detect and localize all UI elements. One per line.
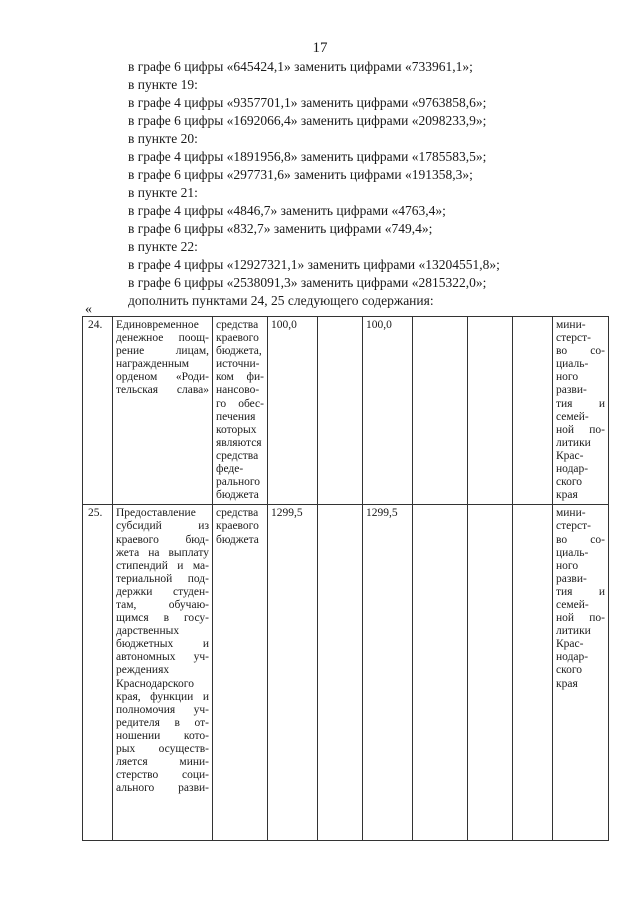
cell-line: циаль- (556, 546, 589, 559)
cell-line: ком фи- (216, 371, 264, 384)
cell-line: ного (556, 559, 579, 572)
cell-line: орденом «Роди- (116, 371, 209, 384)
cell-line: го обес- (216, 397, 264, 410)
cell-line: там, обучаю- (116, 598, 209, 611)
text-line: в графе 4 цифры «12927321,1» заменить цифрами «13204551,8»; (128, 257, 500, 272)
cell-line: разви- (556, 572, 587, 585)
cell-line: реждениях (116, 664, 170, 677)
cell-line: литики (556, 625, 591, 638)
text-line: в пункте 22: (128, 239, 198, 254)
cell-line: Краснодарского (116, 677, 194, 690)
cell-line: семей- (556, 598, 589, 611)
row-col5 (318, 505, 363, 841)
cell-line: рение лицам, (116, 345, 209, 358)
row-name (113, 317, 213, 505)
cell-line: рых осуществ- (116, 743, 209, 755)
cell-line: края (556, 677, 578, 690)
row-col4: 100,0 (268, 317, 318, 505)
text-line: в графе 6 цифры «2538091,3» заменить цифрами «2815322,0»; (128, 275, 487, 290)
cell-line: стерст- (556, 332, 591, 345)
cell-line: ношении кото- (116, 729, 209, 742)
cell-line: средства (216, 449, 259, 462)
cell-line: Крас- (556, 449, 584, 462)
row-col8 (468, 317, 513, 505)
cell-line: тия и (556, 585, 605, 598)
cell-line: мини- (556, 507, 586, 520)
cell-line: териальной под- (116, 572, 209, 585)
cell-line: бюджетных и (116, 638, 209, 651)
text-line: в графе 6 цифры «297731,6» заменить цифрами «191358,3»; (128, 167, 473, 182)
row-source (213, 505, 268, 841)
cell-line: бюджета (216, 489, 259, 502)
cell-line: ского (556, 664, 583, 677)
table-row (83, 317, 609, 505)
row-col6: 1299,5 (363, 505, 413, 841)
row-col8 (468, 505, 513, 841)
cell-line: краевого (216, 520, 259, 533)
cell-line: держки студен- (116, 585, 209, 598)
text-line: в графе 4 цифры «1891956,8» заменить цифрами «1785583,5»; (128, 149, 487, 164)
text-line: в графе 6 цифры «832,7» заменить цифрами «749,4»; (128, 221, 433, 236)
cell-line: литики (556, 436, 591, 449)
text-line: в пункте 20: (128, 131, 198, 146)
cell-line: края (556, 489, 578, 502)
row-col4: 1299,5 (268, 505, 318, 841)
text-line: в графе 4 цифры «4846,7» заменить цифрами «4763,4»; (128, 203, 446, 218)
cell-line: которых (216, 423, 257, 436)
cell-line: денежное поощ- (116, 332, 209, 345)
cell-line: Единовременное (116, 319, 199, 331)
text-line: в графе 4 цифры «9357701,1» заменить цифрами «9763858,6»; (128, 95, 487, 110)
cell-line: края, функции и (116, 690, 209, 703)
cell-line: стерст- (556, 520, 591, 533)
page-number: 17 (312, 40, 328, 56)
cell-line: нансово- (216, 384, 260, 397)
cell-line: Предоставление (116, 507, 196, 520)
amendment-text (128, 58, 558, 310)
cell-line: средства (216, 319, 259, 331)
cell-line: стерство соци- (116, 769, 209, 782)
cell-line: семей- (556, 410, 589, 423)
text-line: в графе 6 цифры «1692066,4» заменить цифрами «2098233,9»; (128, 113, 487, 128)
text-line: дополнить пунктами 24, 25 следующего содержания: (128, 293, 434, 308)
cell-line: источни- (216, 358, 260, 371)
row-number: 25. (83, 505, 113, 841)
cell-line: автономных уч- (116, 651, 209, 664)
row-source (213, 317, 268, 505)
opening-quote: « (85, 302, 92, 317)
cell-line: стипендий и ма- (116, 559, 209, 572)
cell-line: феде- (216, 463, 244, 476)
cell-line: являются (216, 436, 262, 449)
cell-line: ляется мини- (116, 756, 209, 769)
row-name (113, 505, 213, 841)
cell-line: ского (556, 476, 583, 489)
cell-line: краевого бюд- (116, 533, 209, 546)
cell-line: краевого (216, 332, 259, 345)
row-col7 (413, 317, 468, 505)
cell-line: нодар- (556, 463, 589, 476)
row-number: 24. (83, 317, 113, 505)
cell-line: ной по- (556, 612, 605, 625)
cell-line: во со- (556, 345, 605, 358)
text-line: в пункте 21: (128, 185, 198, 200)
cell-line: бюджета (216, 533, 259, 546)
row-col7 (413, 505, 468, 841)
cell-line: разви- (556, 384, 587, 397)
text-line: в пункте 19: (128, 77, 198, 92)
row-col9 (513, 317, 553, 505)
table-row (83, 505, 609, 841)
cell-line: ального разви- (116, 782, 209, 795)
cell-line: во со- (556, 533, 605, 546)
row-col5 (318, 317, 363, 505)
cell-line: средства (216, 507, 259, 520)
row-col6: 100,0 (363, 317, 413, 505)
cell-line: полномочия уч- (116, 703, 209, 716)
text-line: в графе 6 цифры «645424,1» заменить цифрами «733961,1»; (128, 59, 473, 74)
cell-line: циаль- (556, 358, 589, 371)
cell-line: тия и (556, 397, 605, 410)
cell-line: редителя в от- (116, 716, 209, 729)
cell-line: рального (216, 476, 261, 489)
cell-line: жета на выплату (116, 546, 209, 559)
cell-line: мини- (556, 319, 586, 331)
cell-line: ного (556, 371, 579, 384)
cell-line: нодар- (556, 651, 589, 664)
cell-line: субсидий из (116, 520, 209, 533)
cell-line: бюджета, (216, 345, 262, 358)
row-executor (553, 317, 609, 505)
cell-line: ной по- (556, 423, 605, 436)
program-table (82, 316, 609, 841)
cell-line: щимся в госу- (116, 612, 209, 625)
cell-line: награжденным (116, 358, 190, 371)
row-col9 (513, 505, 553, 841)
cell-line: Крас- (556, 638, 584, 651)
cell-line: дарственных (116, 625, 180, 638)
row-executor (553, 505, 609, 841)
cell-line: печения (216, 410, 256, 423)
cell-line: тельская слава» (116, 384, 209, 397)
